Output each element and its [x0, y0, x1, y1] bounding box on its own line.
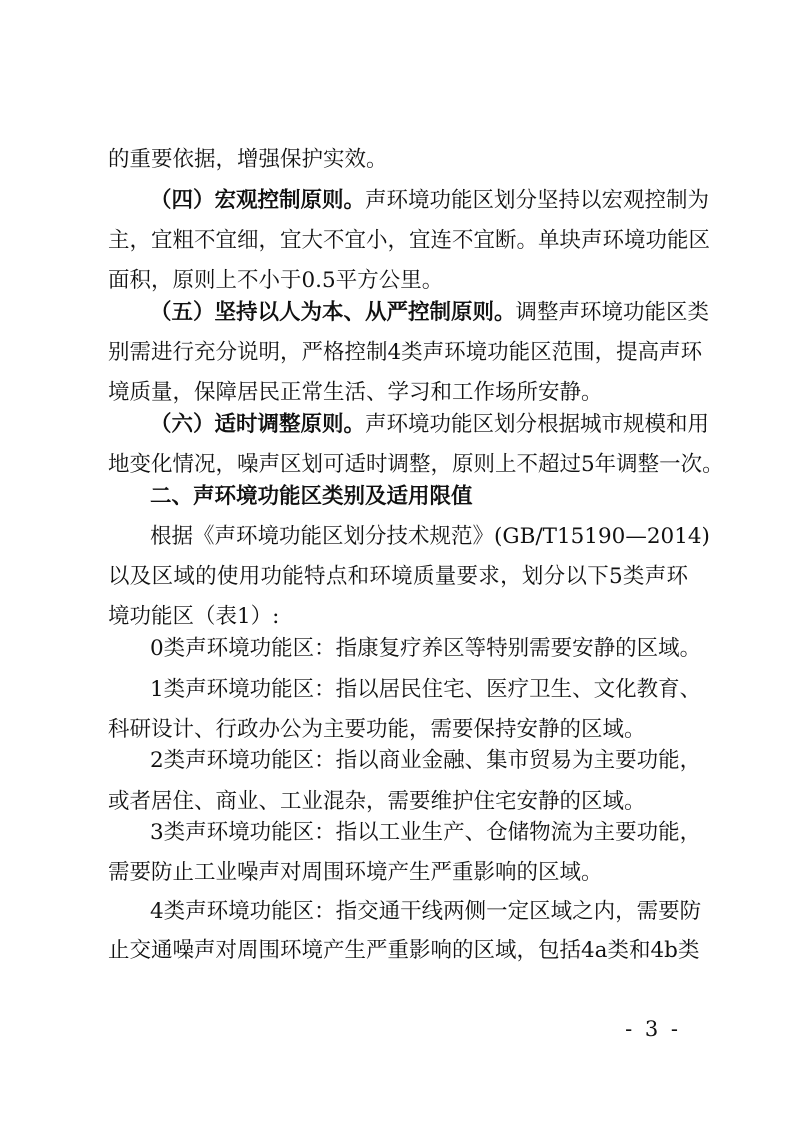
paragraph-line: 根据《声环境功能区划分技术规范》(GB/T15190—2014) — [150, 524, 710, 549]
class-one-line: 1类声环境功能区：指以居民住宅、医疗卫生、文化教育、 — [150, 677, 702, 702]
principle-six-line — [150, 409, 710, 441]
paragraph-line: 境质量，保障居民正常生活、学习和工作场所安静。 — [108, 380, 603, 405]
class-zero-line: 0类声环境功能区：指康复疗养区等特别需要安静的区域。 — [150, 636, 702, 661]
principle-six-text: 声环境功能区划分根据城市规模和用 — [365, 412, 710, 437]
paragraph-line: 的重要依据，增强保护实效。 — [108, 147, 388, 172]
paragraph-line: 需要防止工业噪声对周围环境产生严重影响的区域。 — [108, 860, 603, 885]
class-three-line: 3类声环境功能区：指以工业生产、仓储物流为主要功能， — [150, 820, 702, 845]
principle-five-title: （五）坚持以人为本、从严控制原则。 — [150, 300, 516, 325]
paragraph-line: 境功能区（表1）: — [108, 604, 280, 629]
class-two-line: 2类声环境功能区：指以商业金融、集市贸易为主要功能， — [150, 748, 702, 773]
paragraph-line: 或者居住、商业、工业混杂，需要维护住宅安静的区域。 — [108, 789, 646, 814]
principle-five-line — [150, 297, 710, 329]
paragraph-line: 以及区域的使用功能特点和环境质量要求，划分以下5类声环 — [108, 564, 688, 589]
section-heading: 二、声环境功能区类别及适用限值 — [150, 484, 473, 509]
page-number: - 3 - — [625, 1017, 681, 1041]
principle-six-title: （六）适时调整原则。 — [150, 412, 366, 437]
paragraph-line: 主，宜粗不宜细，宜大不宜小，宜连不宜断。单块声环境功能区 — [108, 228, 711, 253]
paragraph-line: 科研设计、行政办公为主要功能，需要保持安静的区域。 — [108, 717, 646, 742]
principle-four-text: 声环境功能区划分坚持以宏观控制为 — [365, 188, 710, 213]
paragraph-line: 地变化情况，噪声区划可适时调整，原则上不超过5年调整一次。 — [108, 452, 724, 477]
paragraph-line: 止交通噪声对周围环境产生严重影响的区域，包括4a类和4b类 — [108, 938, 700, 963]
class-four-line: 4类声环境功能区：指交通干线两侧一定区域之内，需要防 — [150, 899, 702, 924]
principle-five-text: 调整声环境功能区类 — [515, 300, 710, 325]
principle-four-line — [150, 185, 710, 217]
paragraph-line: 面积，原则上不小于0.5平方公里。 — [108, 268, 444, 293]
paragraph-line: 别需进行充分说明，严格控制4类声环境功能区范围，提高声环 — [108, 340, 703, 365]
principle-four-title: （四）宏观控制原则。 — [150, 188, 366, 213]
